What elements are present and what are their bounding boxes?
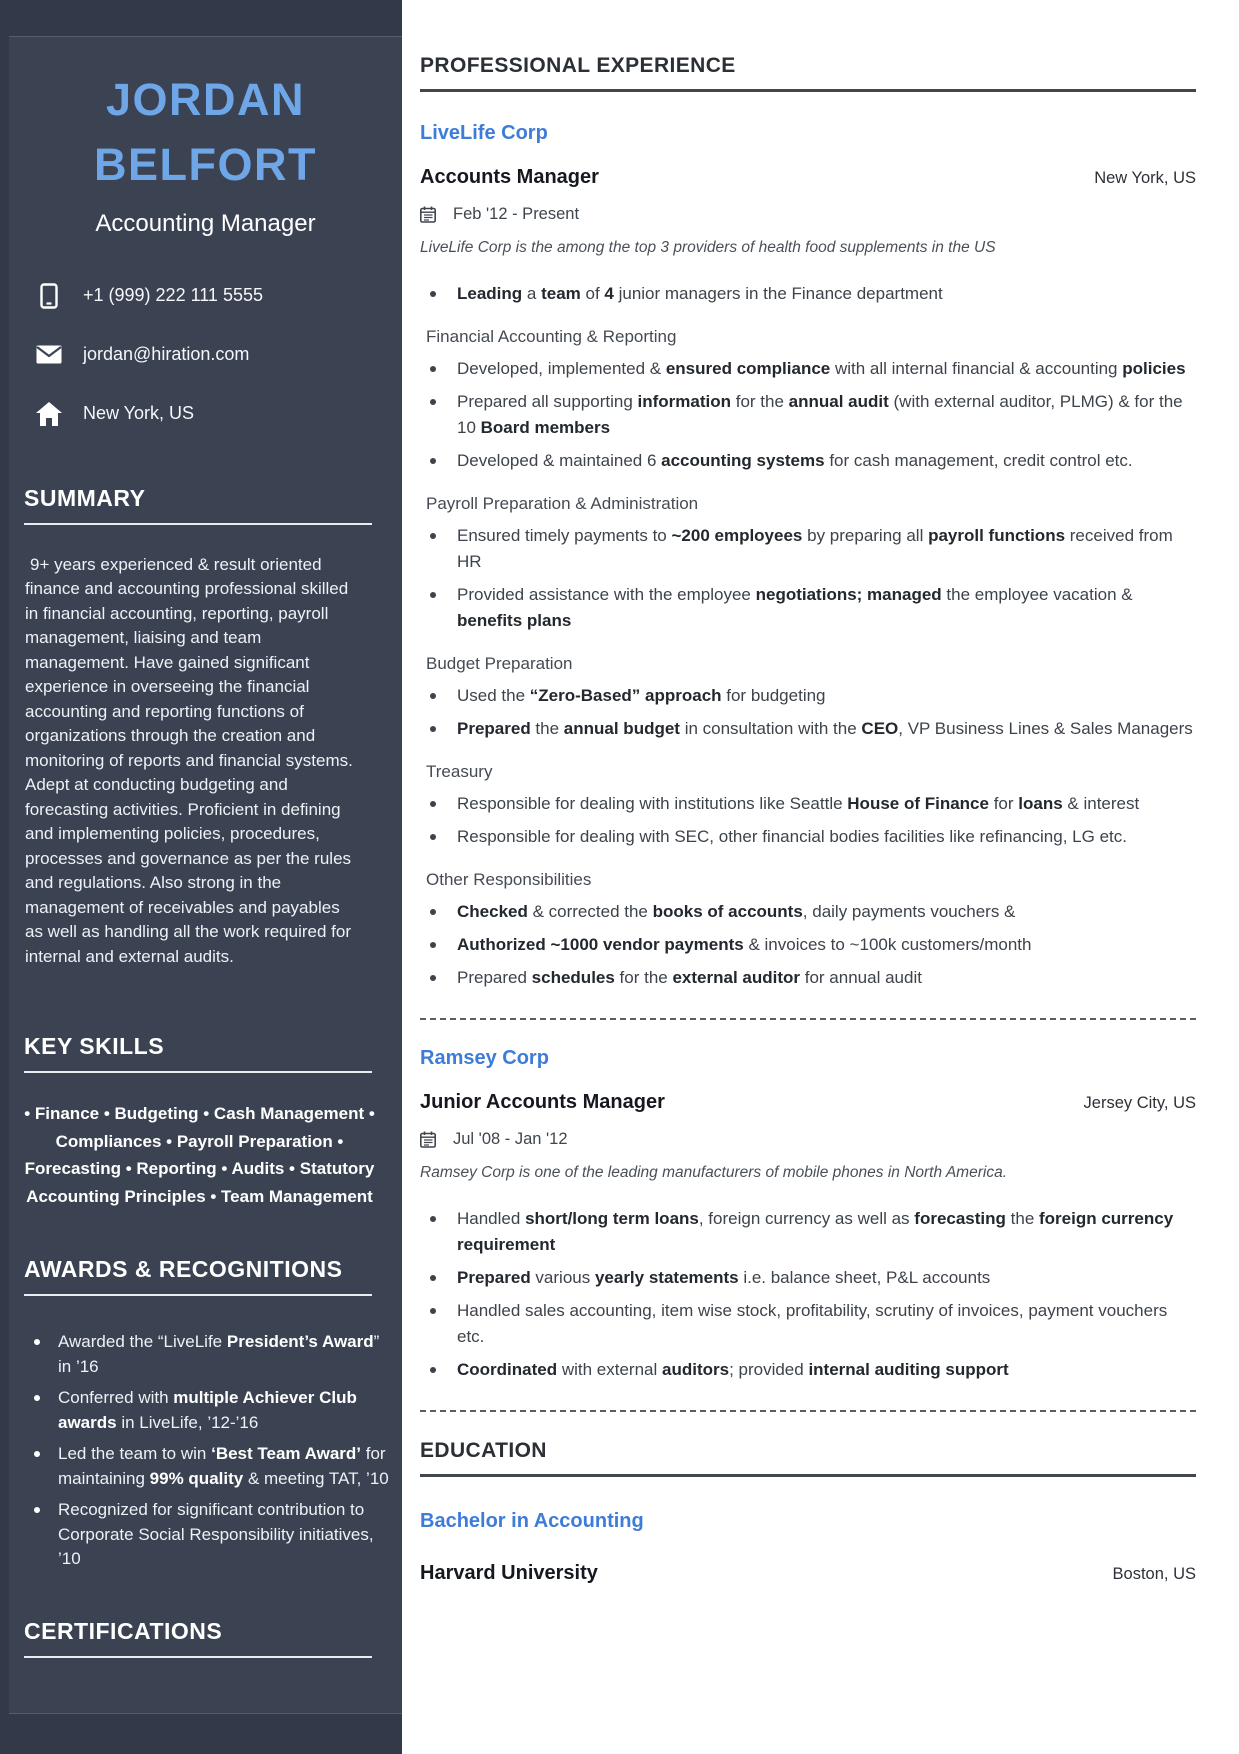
key-skills-list: • Finance • Budgeting • Cash Management • Compliances • Payroll Preparation • Forecasting • Reporting • Audits • Statutory Accounting Principles • Team Management <box>24 1104 375 1206</box>
main-content <box>402 0 1239 1754</box>
bullet-group <box>420 281 1196 307</box>
bold-text: Leading <box>457 284 523 303</box>
text: Prepared <box>457 968 532 987</box>
role-row <box>420 166 1196 189</box>
bold-text: CEO <box>861 719 899 738</box>
education-heading: EDUCATION <box>420 1439 1196 1477</box>
candidate-last-name: BELFORT <box>94 139 317 191</box>
bullet-group-payroll <box>420 494 1196 634</box>
job-location: Jersey City, US <box>1083 1094 1196 1112</box>
job-dates: Feb '12 - Present <box>453 205 580 223</box>
bullet-item <box>420 965 1196 991</box>
awards-heading: AWARDS & RECOGNITIONS <box>24 1256 343 1282</box>
bold-text: schedules <box>531 968 615 987</box>
contact-email-row <box>35 341 402 369</box>
bullet-list <box>420 791 1196 850</box>
text: , daily payments vouchers & <box>802 902 1016 921</box>
bold-text: yearly statements <box>594 1268 739 1287</box>
group-heading: Payroll Preparation & Administration <box>426 494 699 513</box>
group-heading: Financial Accounting & Reporting <box>426 327 677 346</box>
bullet-item <box>420 899 1196 925</box>
bullet-list <box>420 899 1196 991</box>
email-icon <box>35 341 63 369</box>
summary-text: 9+ years experienced & result oriented finance and accounting professional skilled in financial accounting, reporting, payroll management, liaising and team management. Have gained significant experience in overseeing the financial accounting and reporting functions of organizations through the creation and monitoring of reports and financial systems. Adept at conducting budgeting and forecasting activities. Proficient in defining and implementing policies, procedures, processes and governance as per the rules and regulations. Also strong in the management of receivables and payables as well as handling all the work required for internal and external audits. <box>25 554 353 966</box>
education-location: Boston, US <box>1112 1565 1196 1583</box>
bold-text: payroll functions <box>928 526 1066 545</box>
company-name: Ramsey Corp <box>420 1047 549 1069</box>
text: of <box>580 284 605 303</box>
text: by preparing all <box>802 526 929 545</box>
text: for annual audit <box>800 968 922 987</box>
text: the <box>530 719 564 738</box>
bold-text: President’s Award <box>226 1332 374 1351</box>
text: for the <box>614 968 673 987</box>
bullet-list <box>420 1206 1196 1383</box>
bold-text: short/long term loans <box>525 1209 699 1228</box>
bold-text: annual audit <box>788 392 889 411</box>
job-dates: Jul '08 - Jan '12 <box>453 1130 568 1148</box>
bold-text: team <box>541 284 581 303</box>
bold-text: forecasting <box>914 1209 1006 1228</box>
text: for cash management, credit control etc. <box>824 451 1133 470</box>
text: a <box>522 284 542 303</box>
bold-text: policies <box>1122 359 1186 378</box>
bullet-item <box>420 932 1196 958</box>
text: & meeting TAT, ’10 <box>243 1468 389 1488</box>
calendar-icon <box>420 1131 436 1148</box>
education-section <box>420 1439 1196 1585</box>
location-text: New York, US <box>83 403 195 423</box>
job-entry-livelife <box>420 122 1196 991</box>
bold-text: Coordinated <box>457 1360 558 1379</box>
text: received from HR <box>457 526 1173 571</box>
candidate-job-title: Accounting Manager <box>95 209 316 237</box>
text: for <box>988 794 1019 813</box>
bold-text: 99% quality <box>149 1468 244 1488</box>
text: ; provided <box>729 1360 809 1379</box>
text: Prepared all supporting <box>457 392 638 411</box>
text: for budgeting <box>721 686 826 705</box>
bullet-item <box>420 683 1196 709</box>
candidate-name <box>9 67 402 198</box>
bold-text: ensured compliance <box>665 359 831 378</box>
job-entry-ramsey <box>420 1047 1196 1383</box>
text: , VP Business Lines & Sales Managers <box>898 719 1193 738</box>
bold-text: Checked <box>457 902 528 921</box>
company-description: Ramsey Corp is one of the leading manufacturers of mobile phones in North America. <box>420 1164 1007 1181</box>
bullet-item <box>420 716 1196 742</box>
bullet-list <box>420 281 1196 307</box>
bullet-group <box>420 1206 1196 1383</box>
phone-number: +1 (999) 222 111 5555 <box>83 285 263 305</box>
certifications-heading: CERTIFICATIONS <box>24 1617 223 1644</box>
bold-text: information <box>637 392 732 411</box>
group-heading: Other Responsibilities <box>426 870 592 889</box>
sidebar <box>9 37 402 1713</box>
bullet-list <box>420 356 1196 474</box>
contact-location-row <box>35 400 402 428</box>
text: & interest <box>1062 794 1140 813</box>
job-location: New York, US <box>1094 169 1196 187</box>
bullet-group-treasury <box>420 762 1196 850</box>
text: & corrected the <box>527 902 653 921</box>
award-item <box>25 1386 390 1435</box>
bold-text: Authorized ~1000 vendor payments <box>457 935 744 954</box>
text: with all internal financial & accounting <box>830 359 1123 378</box>
section-divider <box>420 1018 1196 1020</box>
bold-text: Prepared <box>457 1268 531 1287</box>
contact-info <box>9 282 402 428</box>
bullet-item <box>420 1357 1196 1383</box>
text: Provided assistance with the employee <box>457 585 756 604</box>
bullet-group-other <box>420 870 1196 991</box>
bold-text: 4 <box>604 284 614 303</box>
education-school-row <box>420 1562 1196 1585</box>
text: ” in ’16 <box>58 1332 380 1376</box>
bold-text: ‘Best Team Award’ <box>211 1444 361 1463</box>
bold-text: loans <box>1018 794 1063 813</box>
phone-icon <box>35 282 63 310</box>
company-description: LiveLife Corp is the among the top 3 providers of health food supplements in the US <box>420 239 996 256</box>
bullet-item <box>420 582 1196 634</box>
award-item <box>25 1330 390 1379</box>
key-skills-heading-rule <box>24 1071 372 1073</box>
bold-text: internal auditing support <box>808 1360 1009 1379</box>
bullet-item <box>420 1298 1196 1350</box>
bold-text: Prepared <box>457 719 531 738</box>
bullet-item <box>420 791 1196 817</box>
group-heading: Budget Preparation <box>426 654 573 673</box>
bullet-item <box>420 1206 1196 1258</box>
text: i.e. balance sheet, P&L accounts <box>738 1268 991 1287</box>
job-role: Accounts Manager <box>420 166 599 188</box>
section-divider <box>420 1410 1196 1412</box>
summary-heading: SUMMARY <box>24 484 146 511</box>
candidate-first-name: JORDAN <box>105 74 306 125</box>
bold-text: external auditor <box>672 968 801 987</box>
text: , foreign currency as well as <box>698 1209 915 1228</box>
job-role: Junior Accounts Manager <box>420 1091 665 1113</box>
sidebar-background <box>0 0 402 1754</box>
text: Used the <box>457 686 530 705</box>
job-date-row <box>420 1130 1196 1149</box>
bold-text: foreign currency requirement <box>457 1209 1174 1254</box>
text: junior managers in the Finance department <box>613 284 943 303</box>
text: Led the team to win <box>58 1444 212 1463</box>
job-date-row <box>420 205 1196 224</box>
bullet-list <box>420 523 1196 634</box>
bullet-group-financial <box>420 327 1196 474</box>
text: in LiveLife, ’12-’16 <box>116 1412 259 1432</box>
text: Recognized for significant contribution to Corporate Social Responsibility initiatives, ’10 <box>58 1500 374 1568</box>
group-heading: Treasury <box>426 762 493 781</box>
bullet-item <box>420 824 1196 850</box>
bold-text: auditors <box>662 1360 730 1379</box>
text: Developed, implemented & <box>457 359 666 378</box>
role-row <box>420 1091 1196 1114</box>
bullet-item <box>420 1265 1196 1291</box>
certifications-heading-rule <box>24 1656 372 1658</box>
bullet-item <box>420 281 1196 307</box>
text: various <box>530 1268 595 1287</box>
bold-text: House of Finance <box>847 794 989 813</box>
bullet-group-budget <box>420 654 1196 742</box>
bold-text: Board members <box>480 418 611 437</box>
text: Ensured timely payments to <box>457 526 672 545</box>
bullet-item <box>420 356 1196 382</box>
text: Responsible for dealing with institutions like Seattle <box>457 794 848 813</box>
bold-text: multiple Achiever Club awards <box>58 1388 357 1432</box>
bold-text: benefits plans <box>457 611 572 630</box>
key-skills-heading: KEY SKILLS <box>24 1033 165 1059</box>
company-name: LiveLife Corp <box>420 122 548 144</box>
awards-list <box>25 1330 390 1572</box>
text: Conferred with <box>58 1388 174 1407</box>
awards-heading-rule <box>24 1294 372 1296</box>
bold-text: ~200 employees <box>671 526 803 545</box>
bold-text: annual budget <box>563 719 680 738</box>
bullet-item <box>420 448 1196 474</box>
text: for maintaining <box>58 1444 386 1488</box>
text: (with external auditor, PLMG) & for the 10 <box>457 392 1183 437</box>
text: Awarded the “LiveLife <box>58 1332 227 1351</box>
bullet-item <box>420 523 1196 575</box>
summary-heading-rule <box>24 523 372 525</box>
text: & invoices to ~100k customers/month <box>743 935 1032 954</box>
award-item <box>25 1498 390 1572</box>
bold-text: accounting systems <box>661 451 825 470</box>
bold-text: negotiations; managed <box>755 585 942 604</box>
text: Responsible for dealing with SEC, other financial bodies facilities like refinancing, LG etc. <box>457 827 1127 846</box>
bold-text: “Zero-Based” approach <box>529 686 722 705</box>
email-address: jordan@hiration.com <box>83 344 250 364</box>
text: the <box>1005 1209 1040 1228</box>
text: in consultation with the <box>679 719 862 738</box>
experience-heading: PROFESSIONAL EXPERIENCE <box>420 54 1196 92</box>
text: Handled <box>457 1209 526 1228</box>
text: with external <box>557 1360 662 1379</box>
text: for the <box>731 392 789 411</box>
bullet-list <box>420 683 1196 742</box>
text: the employee vacation & <box>941 585 1133 604</box>
text: Handled sales accounting, item wise stock, profitability, scrutiny of invoices, payment vouchers etc. <box>457 1301 1168 1346</box>
home-icon <box>35 400 63 428</box>
award-item <box>25 1442 390 1491</box>
bold-text: books of accounts <box>652 902 803 921</box>
contact-phone-row <box>35 282 402 310</box>
bullet-item <box>420 389 1196 441</box>
education-degree: Bachelor in Accounting <box>420 1510 644 1532</box>
education-school: Harvard University <box>420 1562 598 1584</box>
calendar-icon <box>420 206 436 223</box>
text: Developed & maintained 6 <box>457 451 662 470</box>
